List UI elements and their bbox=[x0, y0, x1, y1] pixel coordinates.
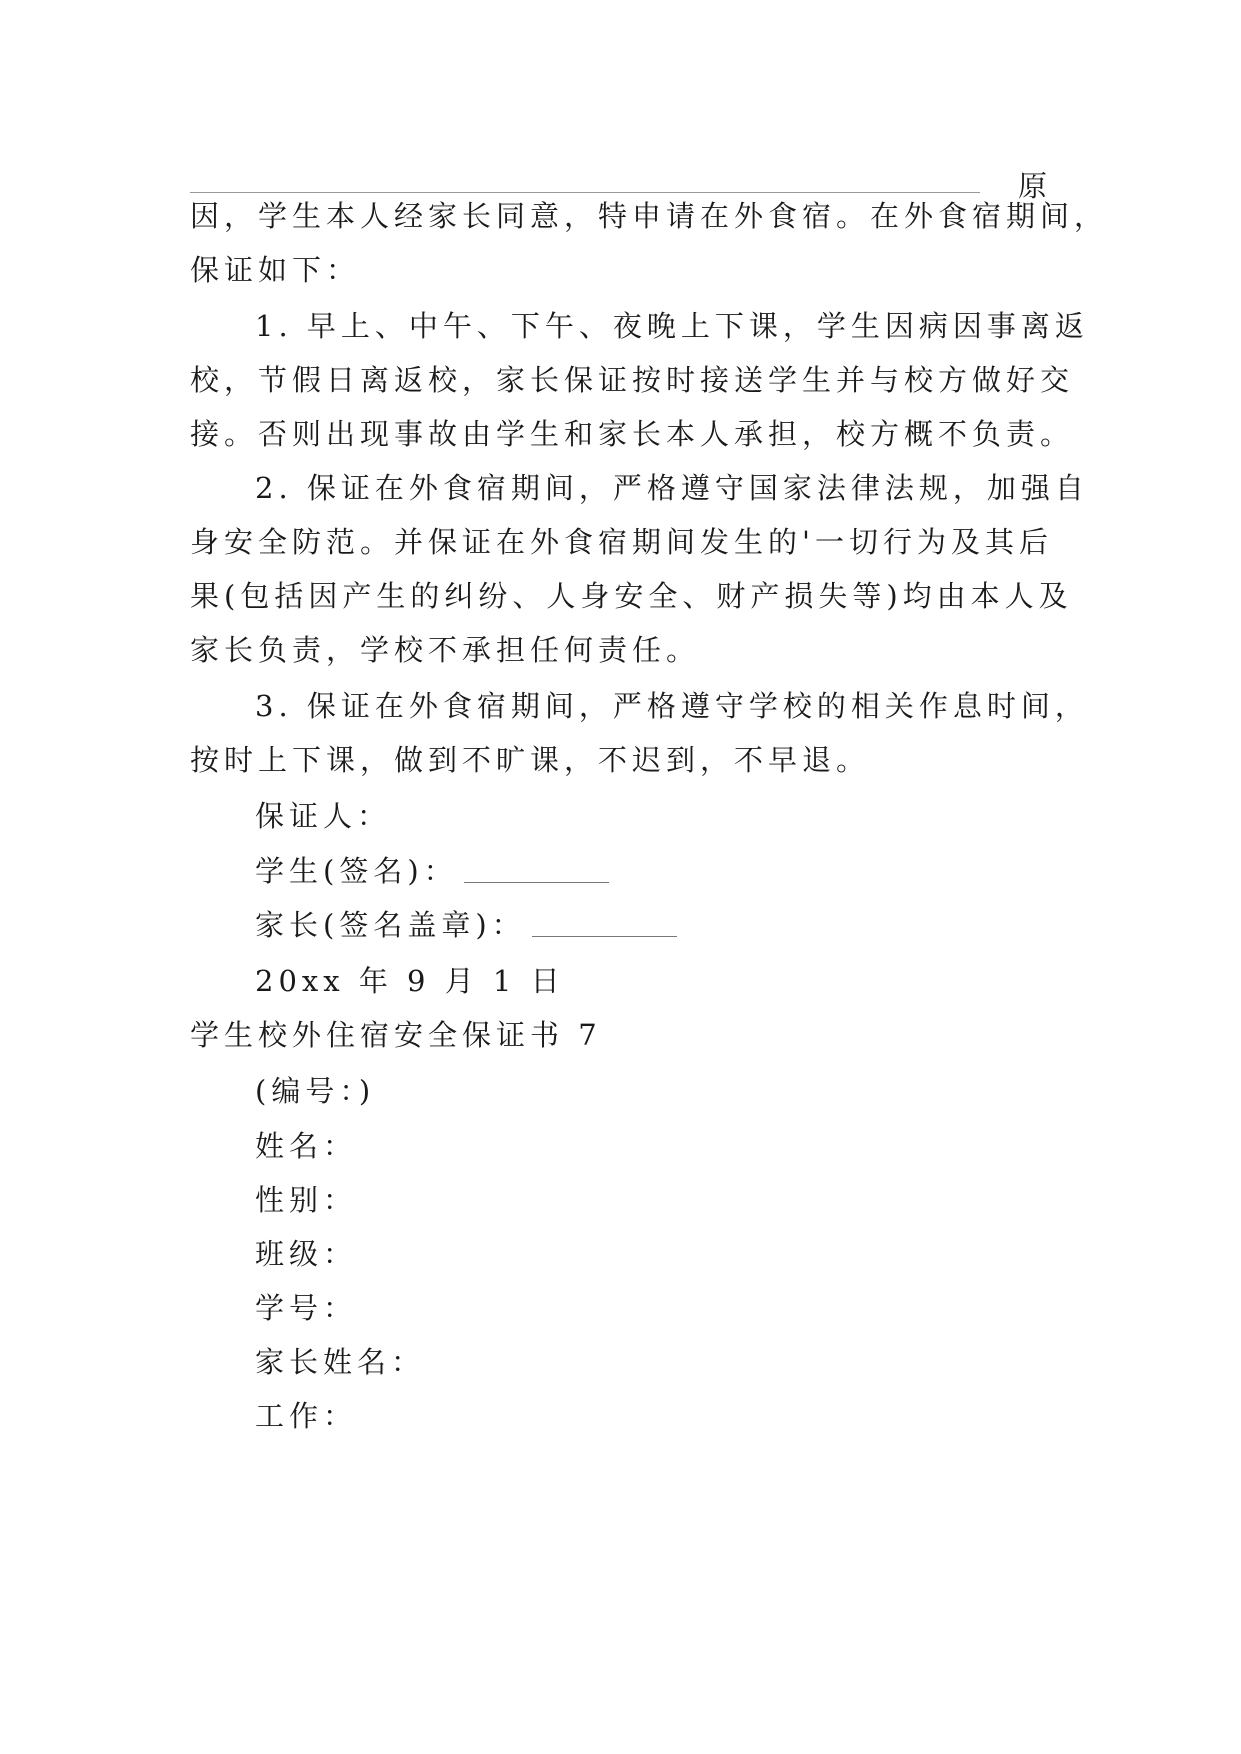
clause-2-line: 2. 保证在外食宿期间，严格遵守国家法律法规，加强自 bbox=[255, 471, 1089, 505]
body-line: 家长负责，学校不承担任何责任。 bbox=[190, 633, 701, 667]
clause-1-line: 1. 早上、中午、下午、夜晚上下课，学生因病因事离返 bbox=[255, 309, 1089, 343]
next-section-title: 学生校外住宿安全保证书 7 bbox=[190, 1018, 602, 1052]
body-line: 按时上下课，做到不旷课，不迟到，不早退。 bbox=[190, 743, 871, 777]
reason-char: 原 bbox=[1018, 169, 1048, 203]
form-field-class: 班级： bbox=[255, 1237, 358, 1271]
guarantor-label: 保证人： bbox=[255, 799, 392, 833]
form-field-gender: 性别： bbox=[255, 1183, 358, 1217]
student-signature-label: 学生(签名)： bbox=[255, 854, 458, 888]
parent-signature-row bbox=[255, 905, 677, 945]
body-line: 保证如下： bbox=[190, 253, 361, 287]
body-line: 因，学生本人经家长同意，特申请在外食宿。在外食宿期间， bbox=[190, 199, 1109, 233]
student-signature-row bbox=[255, 851, 609, 891]
body-line: 接。否则出现事故由学生和家长本人承担，校方概不负责。 bbox=[190, 417, 1075, 451]
body-line: 果(包括因产生的纠纷、人身安全、财产损失等)均由本人及 bbox=[190, 579, 1073, 613]
form-field-parent-name: 家长姓名： bbox=[255, 1345, 426, 1379]
form-field-student-id: 学号： bbox=[255, 1291, 358, 1325]
student-signature-blank bbox=[464, 881, 609, 883]
body-line: 校，节假日离返校，家长保证按时接送学生并与校方做好交 bbox=[190, 363, 1075, 397]
clause-3-line: 3. 保证在外食宿期间，严格遵守学校的相关作息时间， bbox=[255, 689, 1089, 723]
form-field-work: 工作： bbox=[255, 1399, 358, 1433]
fill-in-blank-line bbox=[190, 192, 980, 193]
date-line: 20xx 年 9 月 1 日 bbox=[255, 964, 565, 998]
parent-signature-label: 家长(签名盖章)： bbox=[255, 908, 526, 942]
form-field-number: (编号：) bbox=[255, 1074, 376, 1108]
form-field-name: 姓名： bbox=[255, 1129, 358, 1163]
body-line: 身安全防范。并保证在外食宿期间发生的'一切行为及其后 bbox=[190, 525, 1053, 559]
parent-signature-blank bbox=[532, 935, 677, 937]
